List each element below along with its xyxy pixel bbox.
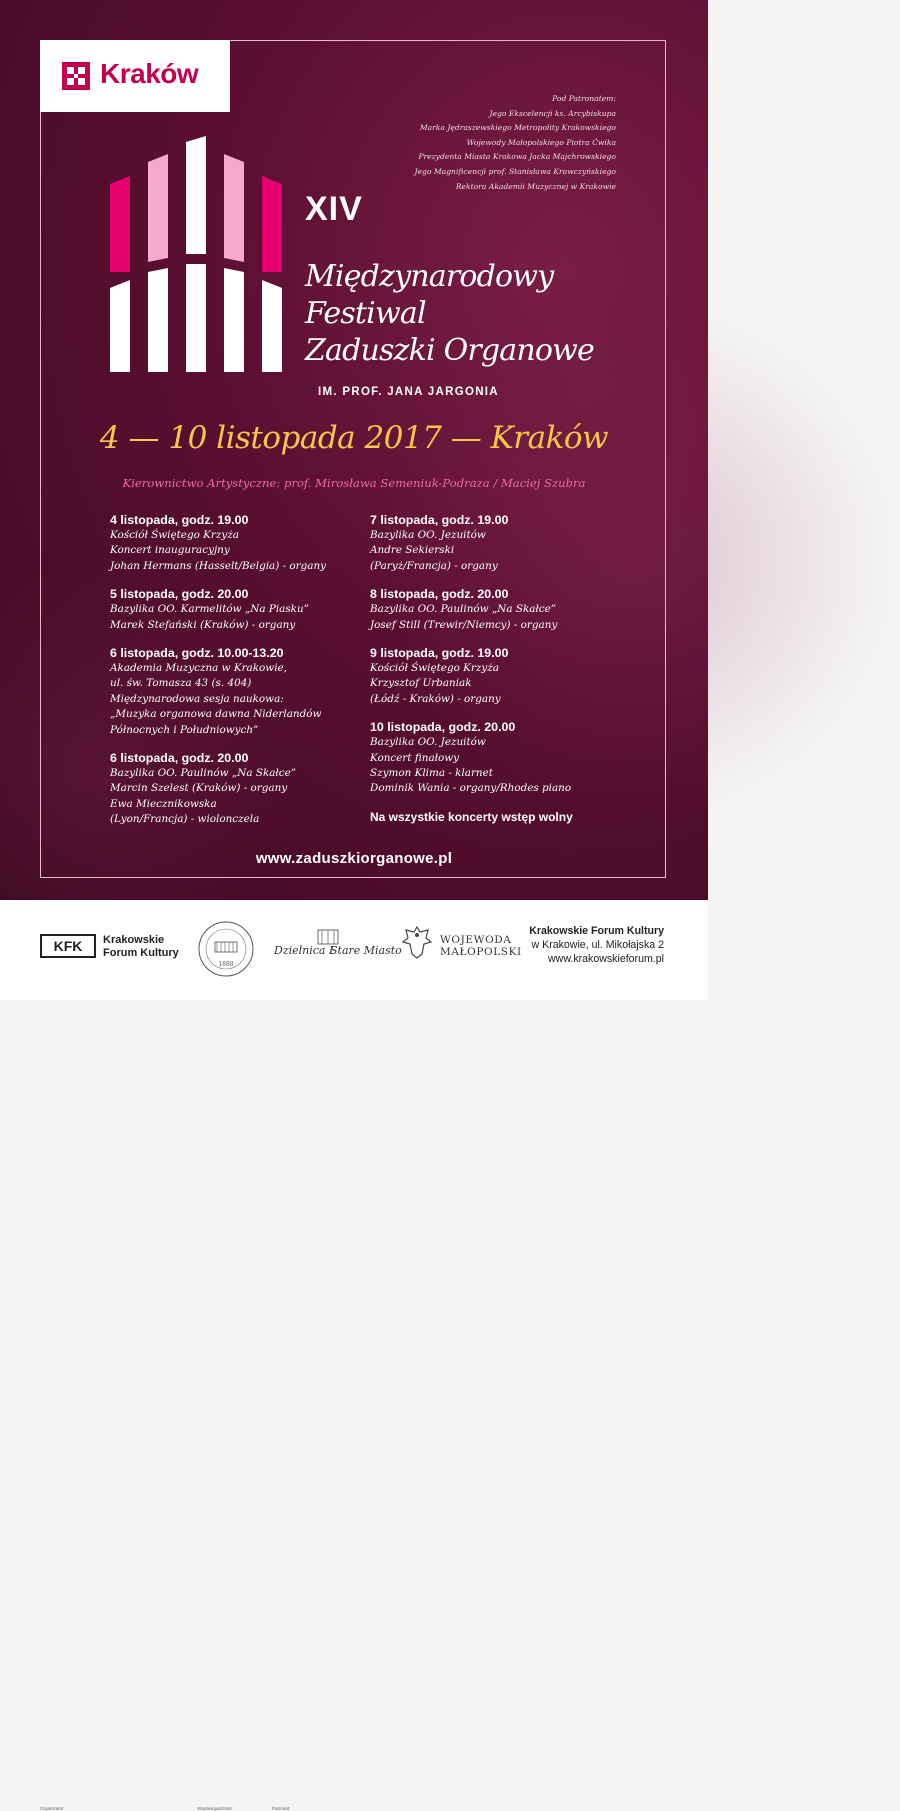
patronage-title: Pod Patronatem: <box>552 94 616 103</box>
contact-address: w Krakowie, ul. Mikołajska 2 <box>531 939 664 951</box>
event-line: (Lyon/Francja) - wiolonczela <box>110 813 260 826</box>
dzielnica-logo-icon[interactable] <box>272 928 402 968</box>
event-line: Bazylika OO. Paulinów „Na Skałce” <box>110 767 297 780</box>
event-line: Krzysztof Urbaniak <box>370 677 472 690</box>
event-line: Johan Hermans (Hasselt/Belgia) - organy <box>110 559 327 572</box>
polish-eagle-icon[interactable] <box>402 924 432 960</box>
kfk-logo-text: KFK <box>53 938 83 954</box>
event-item <box>110 751 360 828</box>
event-date: 10 listopada, godz. 20.00 <box>370 720 516 735</box>
voivode-line: WOJEWODA <box>440 934 512 946</box>
patron-label: Patronat: <box>272 1806 291 1811</box>
event-item <box>110 513 360 574</box>
organizer-contact <box>529 924 664 966</box>
krakow-logo[interactable] <box>40 40 230 112</box>
kfk-name-line: Forum Kultury <box>103 946 179 959</box>
festival-subtitle: IM. PROF. JANA JARGONIA <box>318 386 499 398</box>
patronage-line: Jego Magnificencji prof. Stanisława Krawczyńskiego <box>414 166 616 176</box>
partner-label: Współorganizator: <box>197 1806 234 1811</box>
contact-name: Krakowskie Forum Kultury <box>529 925 664 937</box>
festival-dates: 4 — 10 listopada 2017 — Kraków <box>99 420 609 456</box>
event-date: 8 listopada, godz. 20.00 <box>370 587 509 602</box>
event-line: Koncert finałowy <box>370 751 460 764</box>
event-date: 6 listopada, godz. 20.00 <box>110 751 249 766</box>
event-date: 4 listopada, godz. 19.00 <box>110 513 249 527</box>
patronage-line: Wojewody Małopolskiego Piotra Ćwika <box>466 137 616 147</box>
event-date: 9 listopada, godz. 19.00 <box>370 646 509 661</box>
event-line: Marek Stefański (Kraków) - organy <box>110 618 296 631</box>
event-line: Szymon Klima - klarnet <box>370 767 493 780</box>
patronage-block <box>356 92 616 194</box>
krakow-logo-icon <box>62 62 90 90</box>
event-line: Andre Sekierski <box>370 544 455 557</box>
music-academy-seal-icon[interactable] <box>197 920 255 978</box>
kfk-logo-name <box>103 934 179 959</box>
artistic-direction: Kierownictwo Artystyczne: prof. Mirosława Semeniuk-Podraza / Maciej Szubra <box>122 476 586 490</box>
event-line: Koncert inauguracyjny <box>110 544 230 557</box>
free-entry-note: Na wszystkie koncerty wstęp wolny <box>370 809 573 824</box>
event-date: 6 listopada, godz. 10.00-13.20 <box>110 646 284 661</box>
event-line: Północnych i Południowych” <box>110 723 259 736</box>
event-line: Marcin Szelest (Kraków) - organy <box>110 782 288 795</box>
event-item <box>370 587 630 633</box>
patronage-line: Prezydenta Miasta Krakowa Jacka Majchrowskiego <box>418 152 616 162</box>
event-line: Dominik Wania - organy/Rhodes piano <box>370 782 572 795</box>
event-line: Josef Still (Trewir/Niemcy) - organy <box>370 618 558 631</box>
event-line: (Łódź - Kraków) - organy <box>370 692 501 705</box>
edition-number: XIV <box>305 190 363 228</box>
event-line: (Paryż/Francja) - organy <box>370 559 498 572</box>
festival-title-line: Międzynarodowy <box>305 259 554 294</box>
event-item <box>370 646 630 707</box>
events-right-column <box>370 513 630 824</box>
dzielnica-name: Dzielnica I <box>274 944 334 957</box>
event-item <box>370 513 630 574</box>
kfk-name-line: Krakowskie <box>103 934 165 946</box>
krakow-logo-text: Kraków <box>100 58 199 89</box>
event-line: Kościół Świętego Krzyża <box>110 529 239 541</box>
voivode-logo-text <box>440 934 522 958</box>
event-line: ul. św. Tomasza 43 (s. 404) <box>110 677 252 690</box>
dzielnica-name: Stare Miasto <box>330 944 402 957</box>
event-line: Kościół Świętego Krzyża <box>370 662 499 675</box>
event-line: Bazylika OO. Paulinów „Na Skałce” <box>370 603 557 616</box>
festival-title-line: Festiwal <box>305 296 426 331</box>
festival-title <box>305 258 665 369</box>
event-date: 5 listopada, godz. 20.00 <box>110 587 249 602</box>
event-item <box>110 646 360 738</box>
event-line: Bazylika OO. Jezuitów <box>370 529 486 541</box>
festival-website-link[interactable]: www.zaduszkiorganowe.pl <box>255 850 453 867</box>
contact-website-link[interactable]: www.krakowskieforum.pl <box>548 953 664 965</box>
events-left-column <box>110 513 360 841</box>
event-line: Międzynarodowa sesja naukowa: <box>110 692 284 705</box>
organ-pipes-icon <box>108 136 288 376</box>
patronage-line: Marka Jędraszewskiego Metropolity Krakowskiego <box>419 123 616 133</box>
event-item <box>370 720 630 797</box>
voivode-line: MAŁOPOLSKI <box>440 946 522 958</box>
event-line: „Muzyka organowa dawna Niderlandów <box>110 708 322 721</box>
event-date: 7 listopada, godz. 19.00 <box>370 513 509 527</box>
patronage-line: Jego Ekscelencji ks. Arcybiskupa <box>489 108 616 118</box>
poster <box>0 0 708 900</box>
event-item <box>110 587 360 633</box>
seal-year: 1888 <box>218 961 234 968</box>
festival-title-line: Zaduszki Organowe <box>305 333 595 368</box>
event-line: Bazylika OO. Jezuitów <box>370 736 486 749</box>
kfk-logo-icon[interactable] <box>40 934 96 958</box>
organizer-label: Organizator: <box>40 1806 65 1811</box>
patronage-line: Rektora Akademii Muzycznej w Krakowie <box>455 181 616 191</box>
event-line: Bazylika OO. Karmelitów „Na Piasku” <box>110 603 309 616</box>
event-line: Ewa Miecznikowska <box>110 797 217 810</box>
event-line: Akademia Muzyczna w Krakowie, <box>110 662 287 675</box>
